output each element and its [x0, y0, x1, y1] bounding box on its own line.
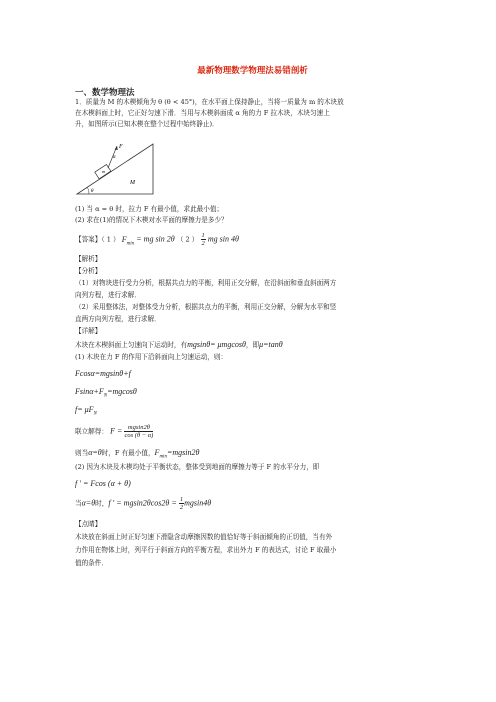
label-F: F: [119, 144, 123, 150]
solution-line: 联立解得： F = $\frac{mgsin2\theta}{\cos (\theta - \alpha)}$: [75, 424, 154, 439]
theta-arc: [88, 188, 90, 195]
dianjing-line-3: 值的条件．: [75, 559, 108, 567]
fenxi-2a: （2）采用整体法，对整体受力分析，根据共点力的平衡，利用正交分解，分解为水平和竖: [75, 303, 337, 311]
final-line: 当α=θ时，f ′ = mgsin2θcos2θ = $\frac{1}{2}$ mgsin4θ: [75, 496, 212, 511]
equation-1: Fcosα=mgsinθ+f: [75, 369, 131, 378]
label-alpha: α: [113, 155, 116, 160]
fenxi-1b: 向列方程，进行求解．: [75, 291, 141, 299]
detail-line-1: 木块在木楔斜面上匀速向下运动时，有mgsinθ= μmgcosθ，即μ=tanθ: [75, 340, 283, 349]
answer-1-rhs: = mg sin 2θ: [136, 234, 175, 244]
answer-2-label: （ 2 ）: [176, 235, 199, 244]
dianjing-line-1: 木块放在斜面上时正好匀速下滑隐含动摩擦因数的值恰好等于斜面倾角的正切值，当有外: [75, 533, 333, 541]
dianjing-line-2: 力作用在物体上时，列平行于斜面方向的平衡方程，求出外力 F 的表达式，讨论 F 取最小: [75, 546, 337, 554]
fenxi-2b: 直两方向列方程，进行求解．: [75, 315, 161, 323]
problem-line-1: 1．质量为 M 的木楔倾角为 θ (θ < 45°)，在水平面上保持静止，当将一质量为 m 的木块放: [75, 98, 344, 106]
equation-3: $f= \mu F_N$: [75, 405, 97, 417]
fenxi-tag: 【分析】: [75, 267, 102, 275]
section-heading: 一、数学物理法: [75, 88, 135, 98]
label-m: m: [102, 169, 106, 174]
force-arrowhead: [115, 146, 118, 150]
jiexi-tag: 【解析】: [75, 255, 102, 263]
detail-line-3: (2) 因为木块及木楔均处于平衡状态，整体受到地面的摩擦力等于 F 的水平分力，即: [75, 463, 320, 471]
equation-4: f ′ = Fcos (α + θ): [75, 479, 131, 488]
problem-line-2: 在木楔斜面上时，它正好匀速下滑．当用与木楔斜面成 α 角的力 F 拉木块，木块匀速上: [75, 109, 330, 117]
problem-line-3: 升，如图所示(已知木楔在整个过程中始终静止)．: [75, 120, 219, 128]
label-theta: θ: [91, 189, 94, 194]
answer-2-rhs: mg sin 4θ: [207, 234, 239, 244]
answer-label: 【答案】（ 1 ）: [75, 235, 120, 244]
answer-line: [75, 232, 430, 250]
answer-2-fraction: $\frac{1}{2}$: [201, 232, 205, 247]
label-M: M: [130, 180, 135, 186]
page-title: 最新物理数学物理法易错剖析: [197, 66, 308, 76]
dianjing-tag: 【点睛】: [75, 520, 102, 528]
final-fraction: $\frac{1}{2}$: [179, 496, 184, 511]
answer-1-lhs: $F_{min}$: [121, 234, 135, 247]
equation-2: $Fsin\alpha+F_N=mgcos\theta$: [75, 387, 137, 399]
xiangjie-tag: 【详解】: [75, 327, 102, 335]
min-line: 则当α=θ时，F 有最小值，$F_{min}=mgsin2\theta$: [75, 448, 200, 460]
solution-fraction: $\frac{mgsin2\theta}{\cos (\theta - \alpha)}$: [124, 424, 154, 439]
fenxi-1a: （1）对物块进行受力分析，根据共点力的平衡，利用正交分解，在沿斜面和垂直斜面两方: [75, 279, 337, 287]
question-1: (1) 当 α = θ 时，拉力 F 有最小值，求此最小值；: [75, 205, 224, 213]
question-2: (2) 求在(1)的情况下木楔对水平面的摩擦力是多少？: [75, 216, 228, 224]
detail-line-2: (1) 木块在力 F 的作用下沿斜面向上匀速运动，则：: [75, 353, 228, 361]
wedge-figure: [75, 140, 157, 198]
